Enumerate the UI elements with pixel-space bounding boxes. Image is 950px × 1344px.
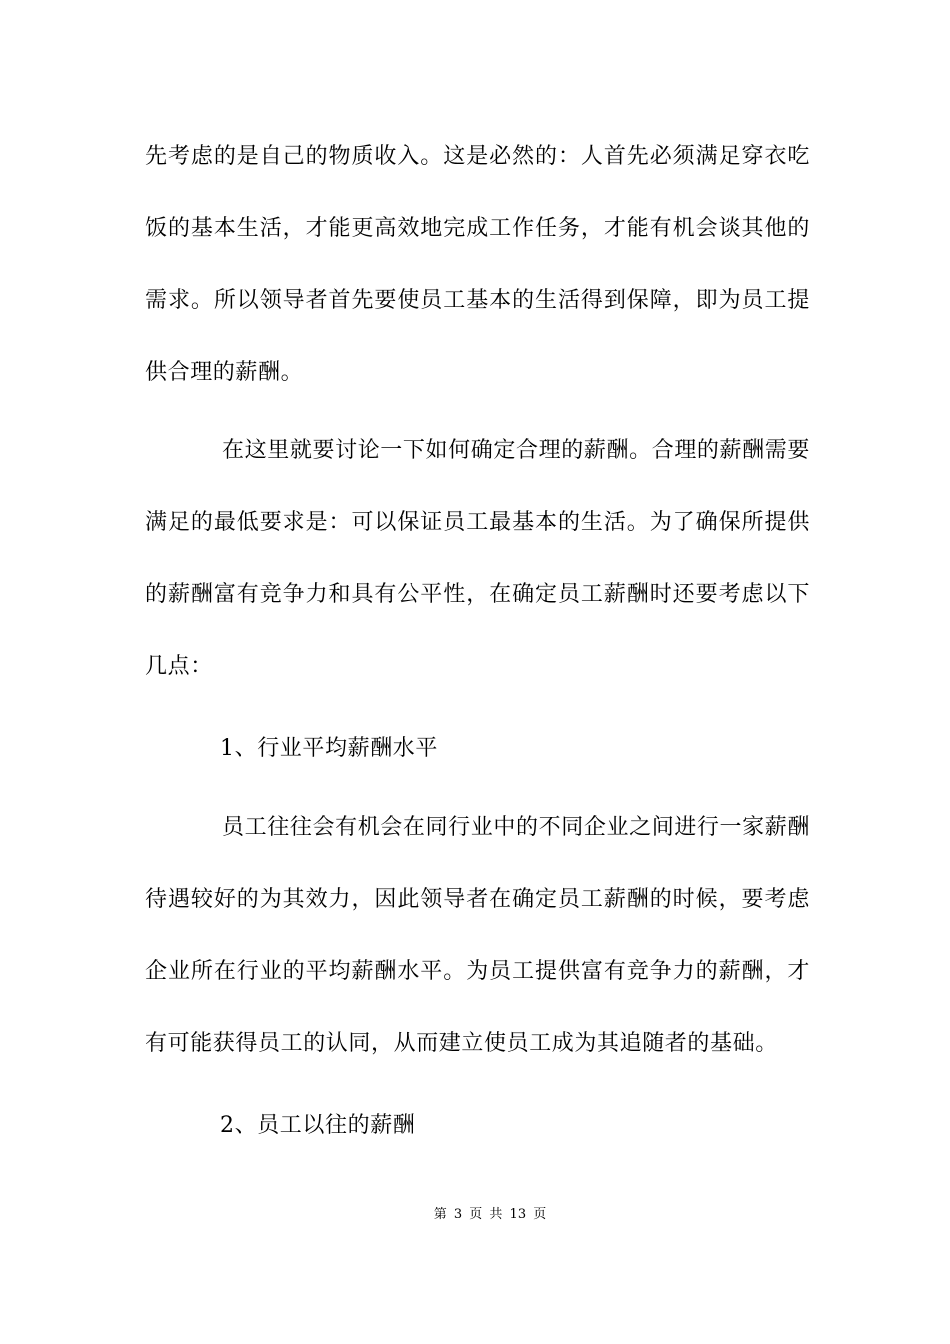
paragraph-line: 满足的最低要求是：可以保证员工最基本的生活。为了确保所提供 xyxy=(145,510,810,535)
paragraph-line: 先考虑的是自己的物质收入。这是必然的：人首先必须满足穿衣吃 xyxy=(145,144,810,169)
paragraph-line: 有可能获得员工的认同，从而建立使员工成为其追随者的基础。 xyxy=(145,1031,778,1056)
paragraph-line: 企业所在行业的平均薪酬水平。为员工提供富有竞争力的薪酬，才 xyxy=(145,959,810,984)
paragraph-line: 几点： xyxy=(145,654,213,679)
paragraph-line: 的薪酬富有竞争力和具有公平性，在确定员工薪酬时还要考虑以下 xyxy=(145,582,810,607)
paragraph-line: 需求。所以领导者首先要使员工基本的生活得到保障，即为员工提 xyxy=(145,288,810,313)
paragraph-line: 供合理的薪酬。 xyxy=(145,360,304,385)
section-heading: 2、员工以往的薪酬 xyxy=(220,1113,416,1138)
paragraph-line: 员工往往会有机会在同行业中的不同企业之间进行一家薪酬 xyxy=(222,815,810,840)
page-number-footer: 第 3 页 共 13 页 xyxy=(433,1207,547,1222)
section-heading: 1、行业平均薪酬水平 xyxy=(220,736,438,761)
paragraph-line: 待遇较好的为其效力，因此领导者在确定员工薪酬的时候，要考虑 xyxy=(145,887,810,912)
paragraph-line: 饭的基本生活，才能更高效地完成工作任务，才能有机会谈其他的 xyxy=(145,216,810,241)
paragraph-line: 在这里就要讨论一下如何确定合理的薪酬。合理的薪酬需要 xyxy=(222,438,810,463)
